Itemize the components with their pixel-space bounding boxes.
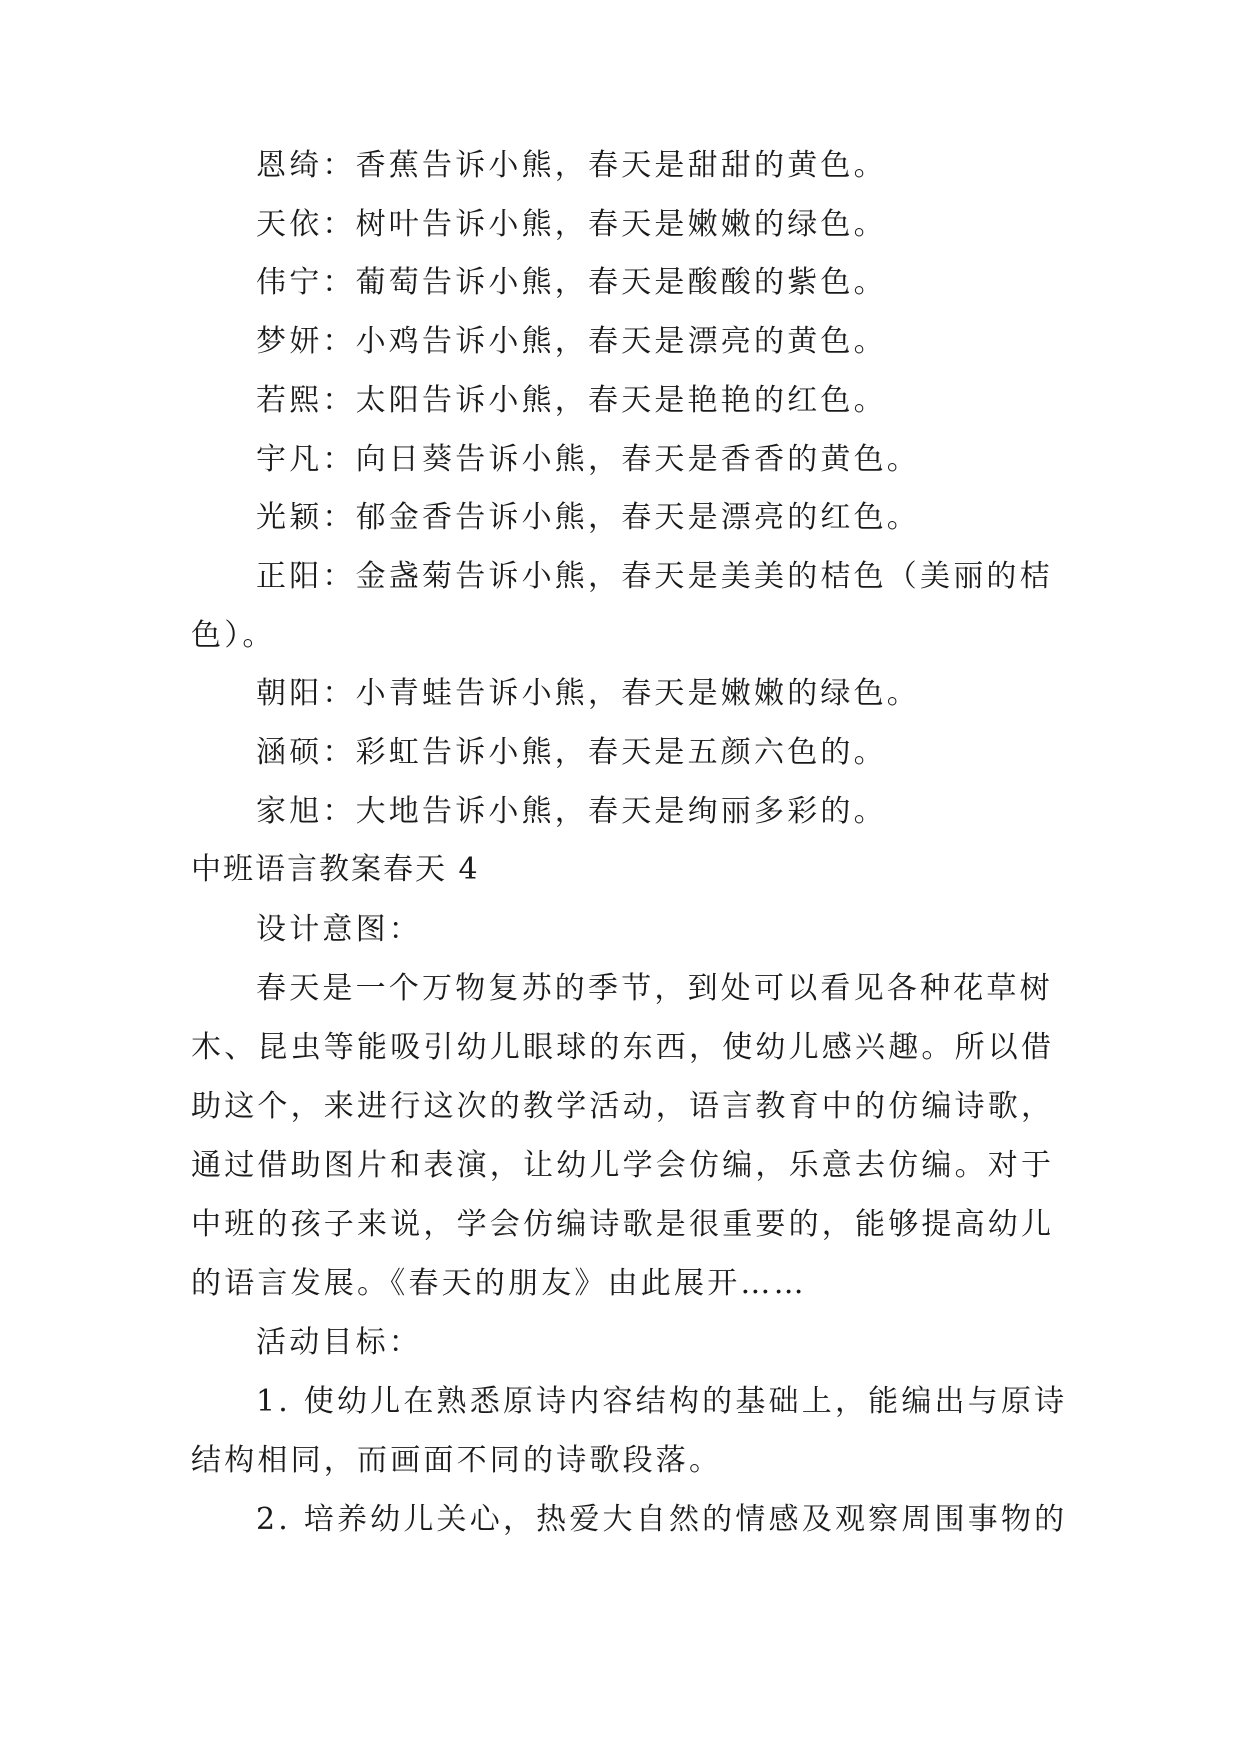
dialogue-line: 若熙：太阳告诉小熊，春天是艳艳的红色。 [256,383,887,418]
design-paragraph-line: 的语言发展。《春天的朋友》由此展开…… [191,1266,807,1301]
dialogue-line: 宇凡：向日葵告诉小熊，春天是香香的黄色。 [256,442,920,477]
goal-line: 结构相同，而画面不同的诗歌段落。 [191,1443,723,1478]
design-paragraph-line: 通过借助图片和表演，让幼儿学会仿编，乐意去仿编。对于 [191,1148,1055,1183]
dialogue-line: 正阳：金盏菊告诉小熊，春天是美美的桔色（美丽的桔 [256,559,1053,594]
design-paragraph-line: 中班的孩子来说，学会仿编诗歌是很重要的，能够提高幼儿 [191,1207,1055,1242]
dialogue-line: 光颖：郁金香告诉小熊，春天是漂亮的红色。 [256,500,920,535]
design-paragraph-line: 木、昆虫等能吸引幼儿眼球的东西，使幼儿感兴趣。所以借 [191,1030,1055,1065]
design-heading: 设计意图： [256,912,422,947]
goals-heading: 活动目标： [256,1325,422,1360]
dialogue-line: 涵硕：彩虹告诉小熊，春天是五颜六色的。 [256,735,887,770]
dialogue-line: 梦妍：小鸡告诉小熊，春天是漂亮的黄色。 [256,324,887,359]
dialogue-line: 天依：树叶告诉小熊，春天是嫩嫩的绿色。 [256,207,887,242]
dialogue-line-continuation: 色）。 [191,618,276,653]
goal-line: 1. 使幼儿在熟悉原诗内容结构的基础上，能编出与原诗 [256,1384,1068,1419]
dialogue-line: 恩绮：香蕉告诉小熊，春天是甜甜的黄色。 [256,148,887,183]
design-paragraph-line: 春天是一个万物复苏的季节，到处可以看见各种花草树 [256,971,1053,1006]
design-paragraph-line: 助这个，来进行这次的教学活动，语言教育中的仿编诗歌， [191,1089,1055,1124]
dialogue-line: 伟宁：葡萄告诉小熊，春天是酸酸的紫色。 [256,265,887,300]
section-title: 中班语言教案春天 4 [191,852,480,887]
dialogue-line: 朝阳：小青蛙告诉小熊，春天是嫩嫩的绿色。 [256,676,920,711]
goal-line: 2. 培养幼儿关心，热爱大自然的情感及观察周围事物的 [256,1502,1068,1537]
dialogue-line: 家旭：大地告诉小熊，春天是绚丽多彩的。 [256,794,887,829]
